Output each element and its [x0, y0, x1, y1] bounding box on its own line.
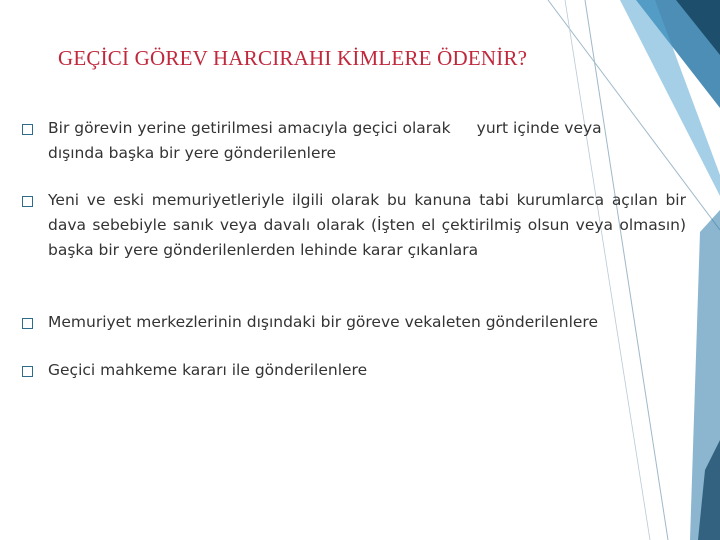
bullet-item-4 [22, 358, 686, 383]
bullet-text-4: Geçici mahkeme kararı ile gönderilenlere [48, 361, 368, 379]
bullet-text-1-line2: dışında başka bir yere gönderilenlere [48, 144, 337, 162]
bullet-item-2 [22, 188, 686, 263]
bullet-text-2: Yeni ve eski memuriyetleriyle ilgili olarak bu kanuna tabi kurumlarca açılan bir dava sebebiyle sanık veya davalı olarak (İşten el çektirilmiş olsun veya olmasın) başka bir yere gönderilenlerden lehinde karar çıkanlara [48, 191, 686, 259]
hollow-square-bullet-icon [22, 366, 33, 377]
bullet-item-1 [22, 116, 686, 166]
bullet-item-3 [22, 310, 686, 335]
bullet-text-1 [48, 116, 686, 166]
bullet-text-1-part2: yurt içinde veya [476, 119, 602, 137]
hollow-square-bullet-icon [22, 196, 33, 207]
hollow-square-bullet-icon [22, 124, 33, 135]
bullet-text-3: Memuriyet merkezlerinin dışındaki bir göreve vekaleten gönderilenlere [48, 313, 598, 331]
hollow-square-bullet-icon [22, 318, 33, 329]
slide-title: GEÇİCİ GÖREV HARCIRAHI KİMLERE ÖDENİR? [58, 46, 528, 70]
decorative-line [565, 0, 650, 540]
decorative-line [585, 0, 668, 540]
bullet-text-1-part1: Bir görevin yerine getirilmesi amacıyla geçici olarak [48, 119, 451, 137]
